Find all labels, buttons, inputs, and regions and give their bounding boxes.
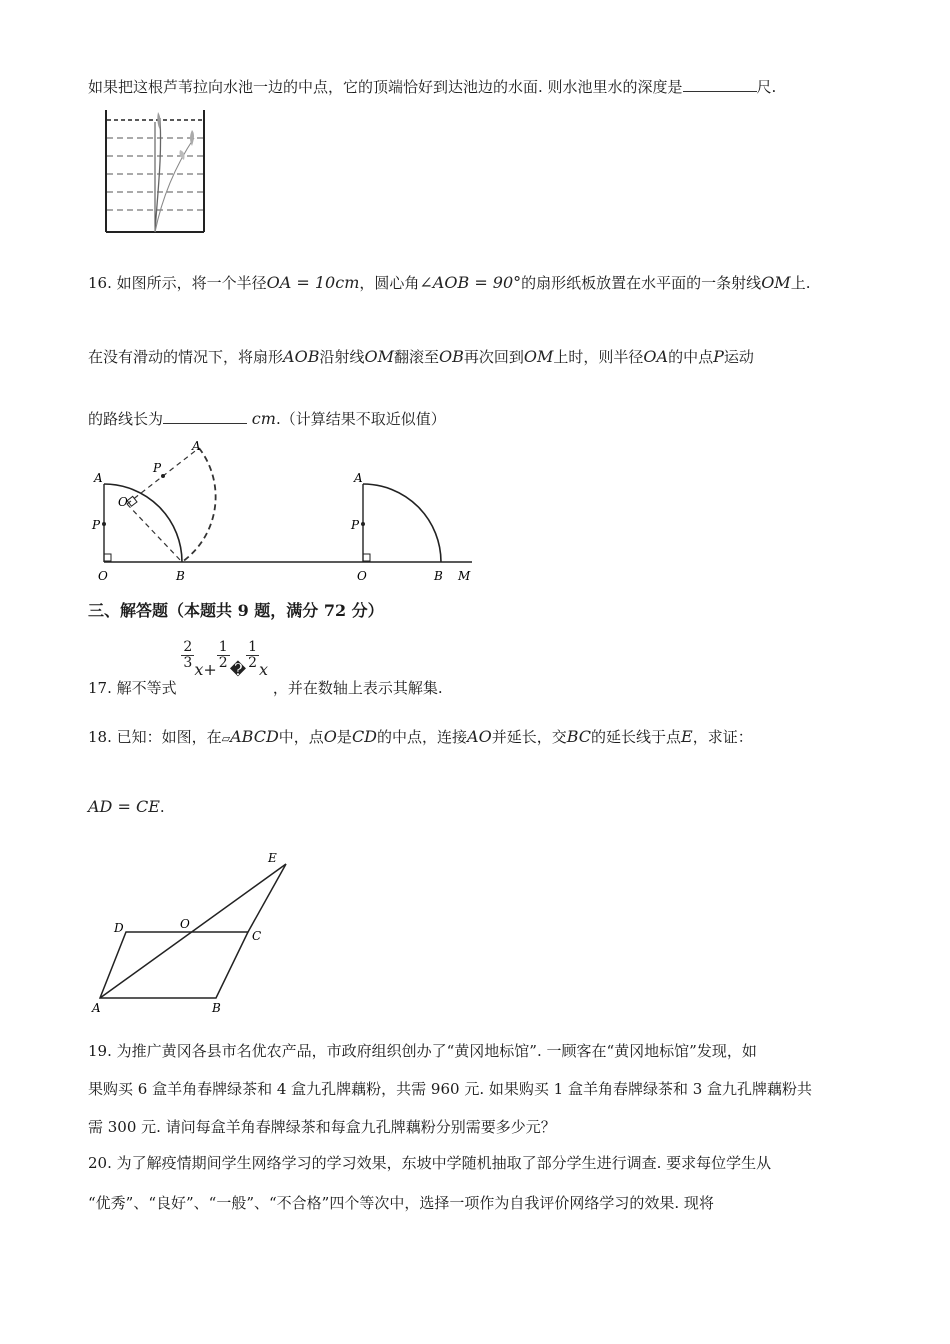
q17-var-x1: x [194,660,204,679]
q17-fraction-3 [246,640,259,671]
label-p-2: P [351,518,360,532]
q18-text-5: 并延长，交 [491,728,567,746]
q19-line-2: 果购买 6 盒羊角春牌绿茶和 4 盒九孔牌藕粉，共需 960 元. 如果购买 1 盒羊角春牌绿茶和 3 盒九孔牌藕粉共 [88,1080,813,1098]
q17-line [88,640,443,703]
label-a-1: A [94,471,103,485]
q16-line-2 [88,346,754,368]
q16-text-10: 的中点 [668,348,714,366]
label-o: O [180,917,190,931]
q17-suffix: ，并在数轴上表示其解集. [272,679,443,697]
label-a-2: A [354,471,363,485]
q18-line-2 [88,796,165,818]
q17-frac2-num: 1 [218,639,228,655]
q16-text-12: 的路线长为 [88,410,164,428]
q17-fraction-1 [181,640,194,671]
q18-text-7: ，求证： [692,728,753,746]
q16-line-1 [88,272,810,294]
label-a: A [92,1001,101,1014]
q16-text-1: 16. 如图所示，将一个半径 [88,274,267,292]
q17-fraction-2 [217,640,230,671]
section-heading: 三、解答题（本题共 9 题，满分 72 分） [88,601,384,620]
q19-line-1: 19. 为推广黄冈各县市名优农产品，市政府组织创办了“黄冈地标馆”. 一顾客在“黄冈地标馆”发现，如 [88,1042,757,1060]
q16-sym-om-2: OM [364,347,394,366]
q15-text: 如果把这根芦苇拉向水池一边的中点，它的顶端恰好到达池边的水面. 则水池里水的深度是 [88,78,683,96]
label-b: B [212,1001,221,1014]
q16-answer-blank [163,409,247,424]
q16-expr-angle: ∠AOB = 90° [419,273,522,292]
q18-sym-bc: BC [566,727,592,746]
q16-text-6: 沿射线 [319,348,365,366]
q17-var-x2: x [259,660,269,679]
q16-sym-om: OM [761,273,791,292]
q17-frac1-num: 2 [183,639,193,655]
q20-line-1: 20. 为了解疫情期间学生网络学习的学习效果，东坡中学随机抽取了部分学生进行调查. 要求每位学生从 [88,1154,772,1172]
q15-unit: 尺. [756,78,777,96]
q16-text-2: ，圆心角 [359,274,420,292]
q18-text-3: 是 [336,728,352,746]
label-b-1: B [176,569,185,583]
label-c: C [252,929,262,943]
q18-sym-e: E [681,727,693,746]
q16-text-7: 翻滚至 [393,348,439,366]
q18-sym-cd: CD [351,727,378,746]
q18-proof-end: . [159,798,165,816]
q18-text-1: 18. 已知：如图，在 [88,728,222,746]
q19-line-3: 需 300 元. 请问每盒羊角春牌绿茶和每盒九孔牌藕粉分别需要多少元？ [88,1118,556,1136]
sector-rolling-figure [86,440,486,585]
q17-frac3-den: 2 [248,655,258,671]
q16-sym-p: P [713,347,724,366]
label-o-rotated: O [118,495,128,509]
q17-frac2-den: 2 [218,655,228,671]
q17-plus: + [203,660,217,679]
label-b-2: B [434,569,443,583]
q18-line-1 [88,726,753,750]
q16-text-9: 上时，则半径 [553,348,644,366]
parallelogram-figure [86,848,306,1014]
q17-prefix: 17. 解不等式 [88,679,177,697]
q18-text-6: 的延长线于点 [591,728,682,746]
q20-line-2: “优秀”、“良好”、“一般”、“不合格”四个等次中，选择一项作为自我评价网络学习的效果. 现将 [88,1194,714,1212]
label-o-1: O [98,569,108,583]
label-a-rotated: A [192,440,201,453]
parallelogram-icon: ▱ [221,732,231,745]
label-p-1: P [92,518,101,532]
q15-text-line [88,76,776,98]
q17-relation: � [229,660,247,679]
q16-sym-oa: OA [643,347,669,366]
q16-text-5: 在没有滑动的情况下，将扇形 [88,348,284,366]
q16-text-13: .（计算结果不取近似值） [275,410,446,428]
q16-sym-aob: AOB [283,347,320,366]
q18-sym-abcd: ABCD [230,727,279,746]
label-d: D [114,921,124,935]
q16-expr-radius: OA = 10cm [266,273,360,292]
q16-text-8: 再次回到 [463,348,524,366]
q16-text-3: 的扇形纸板放置在水平面的一条射线 [521,274,762,292]
q16-sym-cm: cm [251,409,276,428]
q16-text-11: 运动 [723,348,754,366]
q18-sym-ao: AO [467,727,492,746]
label-e: E [268,851,277,865]
q17-frac3-num: 1 [248,639,258,655]
q18-text-4: 的中点，连接 [377,728,468,746]
q18-sym-o: O [323,727,337,746]
q16-line-3 [88,408,446,430]
q18-text-2: 中，点 [278,728,324,746]
q16-text-4: 上. [790,274,811,292]
q16-sym-om-3: OM [523,347,554,366]
pool-reed-figure [100,108,212,238]
q17-frac1-den: 3 [183,655,193,671]
label-o-2: O [357,569,367,583]
label-p-rotated: P [153,461,162,475]
q15-answer-blank [683,77,757,92]
q16-sym-ob: OB [438,347,464,366]
q18-expr-proof: AD = CE [88,797,160,816]
label-m: M [458,569,471,583]
